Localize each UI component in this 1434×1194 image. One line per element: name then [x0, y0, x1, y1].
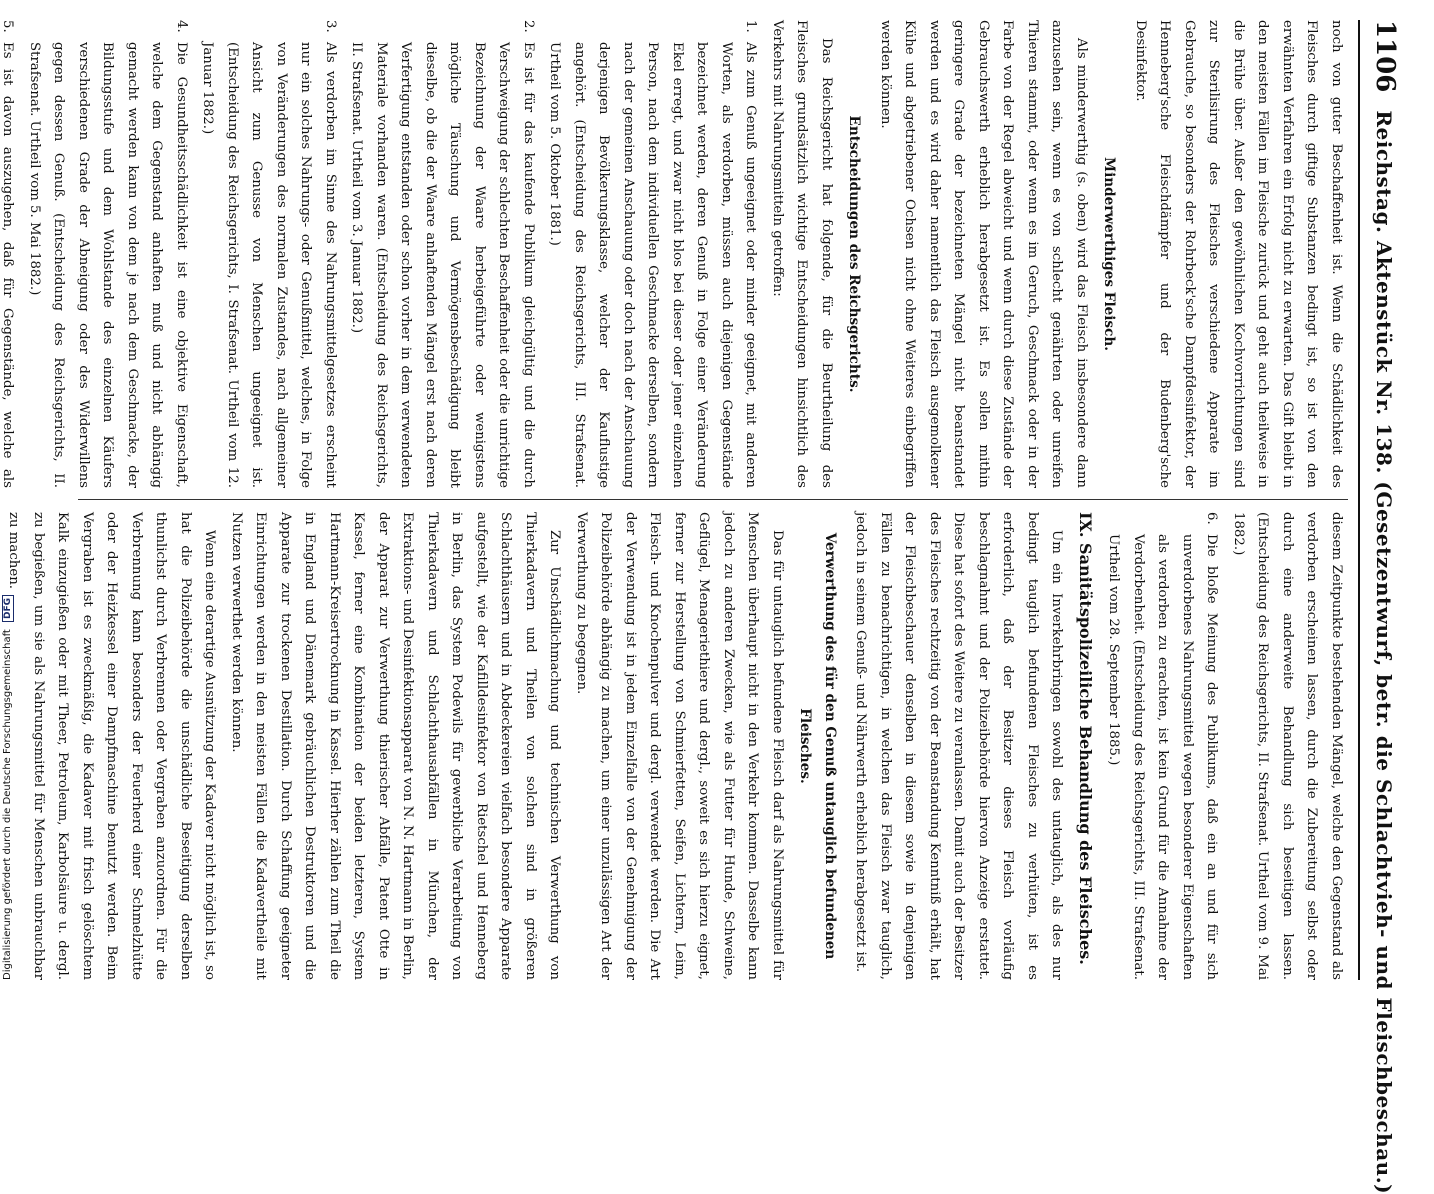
list-item — [22, 20, 194, 488]
list-number: 6. — [1204, 512, 1220, 525]
digitization-note — [2, 595, 14, 980]
paragraph: noch von guter Beschaffenheit ist. Wenn die Schädlichkeit des Fleisches durch giftige Substanzen bedingt ist, so ist von den erwähnten Verfahren ein Erfolg nicht zu erwarten. Das Gift bleibt in den meisten Fällen im Fleische zurück und geht auch theilweise in die Brühe über. Außer den gewöhnlichen Kochvorrichtungen sind zur Sterilisirung des Fleisches verschiedene Apparate im Gebrauche, so besonders der Rohrbeck'sche Dampfdesinfektor, der Henneberg'sche Fleischdämpfer und der Budenberg'sche Desinfektor. — [1133, 20, 1344, 488]
section-heading: Minderwerthiges Fleisch. — [1101, 157, 1118, 351]
dfg-logo: DFG — [2, 595, 14, 622]
list-item — [1101, 512, 1224, 980]
list-text: Die bloße Meinung des Publikums, daß ein an und für sich unverdorbenes Nahrungsmittel wegen besonderer Eigenschaften als verdorben zu erachten, ist kein Grund für die Annahme der Verdorbenheit. (Entscheidung des Reichsgerichts, III. Strafsenat. Urtheil vom 28. September 1885.) — [1106, 534, 1220, 980]
list-text: Es ist für das kaufende Publikum gleichgültig und die durch Verschweigung der schlechten Beschaffenheit oder die unrichtige Bezeichnung der Waare herbeigeführte oder wenigstens mögliche Täuschung und Vermögensbeschädigung bleibt dieselbe, ob die der Waare anhaftenden Mängel erst nach deren Verfertigung entstanden oder schon vorher in dem verwendeten Materiale vorhanden waren. (Entscheidung des Reichsgerichts, II. Strafsenat. Urtheil vom 3. Januar 1882.) — [349, 42, 536, 488]
paragraph: Als minderwerthig (s. oben) wird das Fleisch insbesondere dann anzusehen sein, wenn es von schlecht genährten oder unreifen Thieren stammt, oder wenn es im Geruch, Geschmack oder in der Farbe von der Regel abweicht und wenn durch diese Zustände der Gebrauchswerth erheblich herabgesetzt ist. Es sollen mithin geringere Grade der bezeichneten Mängel nicht beanstandet werden und es wird daher namentlich das Fleisch ausgemolkener Kühe und abgetriebener Ochsen nicht ohne Weiteres einbegriffen werden können. — [878, 20, 1089, 488]
list-number: 3. — [323, 20, 338, 33]
paragraph: Wenn eine derartige Ausnützung der Kadaver nicht möglich ist, so hat die Polizeibehörde die unschädliche Beseitigung derselben thunlichst durch Verbrennen oder Vergraben anzuordnen. Für die Verbrennung kann besonders der Feuerherd einer Schmelzhütte oder der Heizkessel einer Dampfmaschine benutzt werden. Beim Vergraben ist es zweckmäßig, die Kadaver mit frisch gelöschtem Kalk einzugießen oder mit Theer, Petroleum, Karbolsäure u. dergl. zu begießen, um sie als Nahrungsmittel für Menschen unbrauchbar zu machen. — [6, 512, 218, 980]
paragraph: Zur Unschädlichmachung und technischen Verwerthung von Thierkadavern und Theilen von solchen sind in größeren Schlachthäusern und in Abdeckereien vielfach besondere Apparate aufgestellt, wie der Kafilldesinfektor von Rietschel und Henneberg in Berlin, das System Podewils für gewerbliche Verarbeitung von Thierkadavern und Schlachthausabfällen in München, der Extraktions- und Desinfektionsapparat von N. N. Hartmann in Berlin, der Apparat zur Verwerthung thierischer Abfälle, Patent Otte in Kassel, ferner eine Kombination der beiden letzteren, System Hartmann-Kreisertrocknung in Kassel. Hierher zählen zum Theil die in England und Dänemark gebräuchlichen Destruktoren und die Apparate zur trockenen Destillation. Durch Schaffung geeigneter Einrichtungen werden in den meisten Fällen die Kadavertheile mit Nutzen verwerthet werden können. — [229, 512, 563, 980]
list-item — [344, 20, 540, 488]
paragraph: diesem Zeitpunkte bestehenden Mängel, welche den Gegenstand als verdorben erscheinen lassen, durch die Zubereitung selbst oder durch eine anderweite Behandlung sich beseitigen lassen. (Entscheidung des Reichsgerichts, II. Strafsenat. Urtheil vom 9. Mai 1882.) — [1231, 512, 1344, 980]
list-text: Als verdorben im Sinne des Nahrungsmittelgesetzes erscheint nur ein solches Nahrungs- oder Genußmittel, welches, in Folge von Veränderungen des normalen Zustandes, nach allgemeiner Ansicht zum Genusse von Menschen ungeeignet ist. (Entscheidung des Reichsgerichts, I. Strafsenat. Urtheil vom 12. Januar 1882.) — [200, 42, 338, 488]
list-text: Die Gesundheitsschädlichkeit ist eine objektive Eigenschaft, welche dem Gegenstand anhaften muß und nicht abhängig gemacht werden kann von dem je nach dem Geschmacke, der Bildungsstufe und dem Wohlstande des einzelnen Käufers verschiedenen Grade der Abneigung oder des Widerwillens gegen dessen Genuß. (Entscheidung des Reichsgerichts, II. Strafsenat. Urtheil vom 5. Mai 1882.) — [27, 42, 189, 488]
page-number: 1106 — [1370, 20, 1400, 93]
paragraph: Das Reichsgericht hat folgende, für die Beurtheilung des Fleisches grundsätzlich wichtige Entscheidungen hinsichtlich des Verkehrs mit Nahrungsmitteln getroffen: — [770, 20, 834, 488]
paragraph: Das für untauglich befundene Fleisch darf als Nahrungsmittel für Menschen überhaupt nicht in den Verkehr kommen. Dasselbe kann jedoch zu anderen Zwecken, wie als Futter für Hunde, Schweine, Geflügel, Menageriethiere und dergl., soweit es sich hierzu eignet, ferner zur Herstellung von Schmierfetten, Seifen, Lichtern, Leim, Fleisch- und Knochenpulver und dergl. verwendet werden. Die Art der Verwendung ist in jedem Einzelfalle von der Genehmigung der Polizeibehörde abhängig zu machen, um einer unzulässigen Art der Verwerthung zu begegnen. — [574, 512, 785, 980]
page-title: Reichstag. Aktenstück Nr. 138. (Gesetzentwurf, betr. die Schlachtvieh- und Fleischbeschau.) — [1372, 110, 1396, 1194]
list-item — [195, 20, 342, 488]
list-item — [542, 20, 763, 488]
section-heading: Entscheidungen des Reichsgerichts. — [846, 115, 863, 393]
list-number: 4. — [174, 20, 189, 33]
column-divider — [78, 499, 1348, 500]
running-head — [1358, 20, 1400, 1194]
section-heading: Verwerthung des für den Genuß untauglich befundenen Fleisches. — [797, 532, 838, 960]
paragraph: Um ein Inverkehrbringen sowohl des untauglich, als des nur bedingt tauglich befundenen Fleisches zu verhüten, ist es erforderlich, daß der Besitzer dieses Fleisch vorläufig beschlagnahmt und der Polizeibehörde hiervon Anzeige erstattet. Diese hat sofort des Weitere zu veranlassen. Damit auch der Besitzer des Fleisches rechtzeitig von der Beanstandung Kenntniß erhält, hat der Fleischbeschauer denselben in diesem sowie in denjenigen Fällen zu benachrichtigen, in welchen das Fleisch zwar tauglich, jedoch in seinem Genuß- und Nährwerth erheblich herabgesetzt ist. — [853, 512, 1065, 980]
list-text: Es ist davon auszugehen, daß für Gegenstände, welche als — [0, 42, 16, 488]
list-number: 2. — [521, 20, 536, 33]
chapter-heading: IX. Sanitätspolizeiliche Behandlung des Fleisches. — [1076, 512, 1095, 965]
list-item — [0, 20, 20, 488]
digitization-text: Digitalisierung gefördert durch die Deutsche Forschungsgemeinschaft — [2, 629, 13, 980]
left-column — [0, 20, 1348, 488]
list-number: 5. — [0, 20, 16, 33]
list-text: Als zum Genuß ungeeignet oder minder geeignet, mit anderen Worten, als verdorben, müssen auch diejenigen Gegenstände bezeichnet werden, deren Genuß in Folge einer Veränderung Ekel erregt, und zwar nicht blos bei dieser oder jener einzelnen Person, nach dem individuellen Geschmacke derselben, sondern nach der gemeinen Anschauung oder doch nach der Anschauung derjenigen Bevölkerungsklasse, welcher der Kauflustige angehört. (Entscheidung des Reichsgerichts, III. Strafsenat. Urtheil vom 5. Oktober 1881.) — [547, 42, 759, 488]
list-number: 1. — [743, 20, 759, 33]
